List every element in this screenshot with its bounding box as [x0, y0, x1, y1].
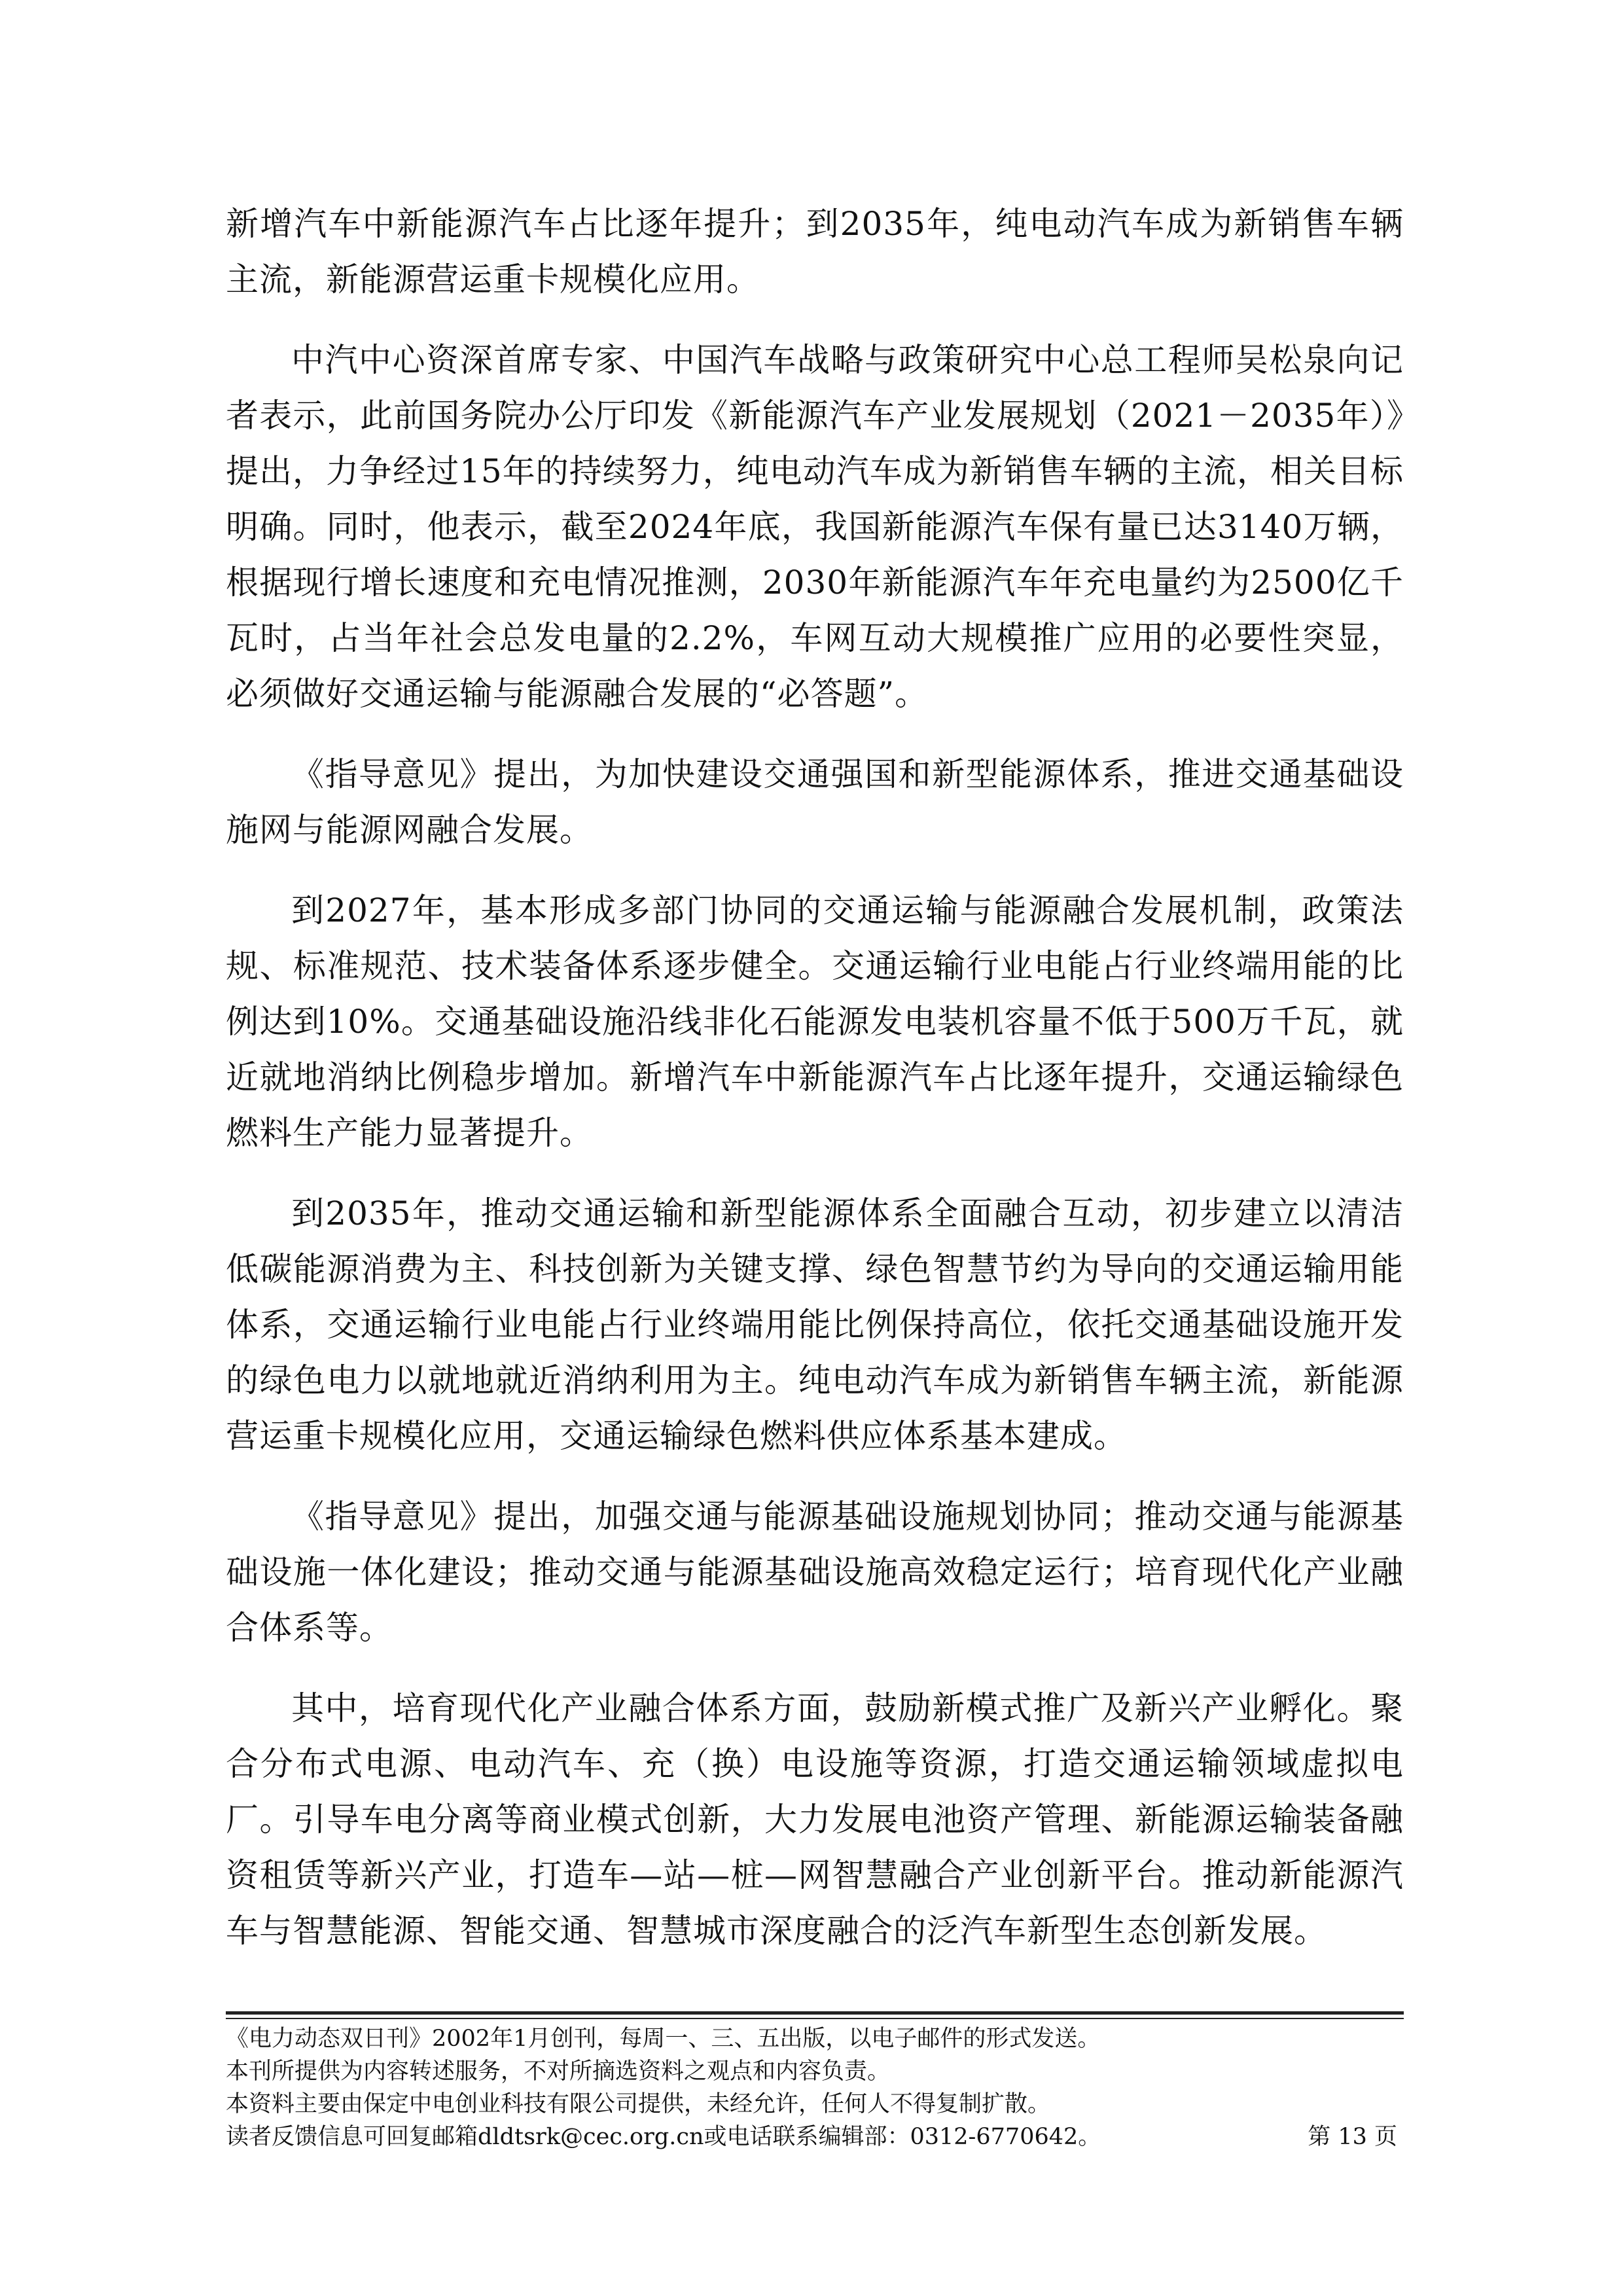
- footer-publication-info: 《电力动态双日刊》2002年1月创刊，每周一、三、五出版，以电子邮件的形式发送。: [226, 2026, 1101, 2052]
- paragraph-2: 中汽中心资深首席专家、中国汽车战略与政策研究中心总工程师吴松泉向记者表示，此前国务院办公厅印发《新能源汽车产业发展规划（2021－2035年）》提出，力争经过15年的持续努力，纯电动汽车成为新销售车辆的主流，相关目标明确。同时，他表示，截至2024年底，我国新能源汽车保有量已达3140万辆，根据现行增长速度和充电情况推测，2030年新能源汽车年充电量约为2500亿千瓦时，占当年社会总发电量的2.2%，车网互动大规模推广应用的必要性突显，必须做好交通运输与能源融合发展的“必答题”。: [226, 341, 1404, 713]
- footer-divider-thin: [226, 2018, 1404, 2019]
- footer-divider: [226, 2011, 1404, 2015]
- paragraph-6: 《指导意见》提出，加强交通与能源基础设施规划协同；推动交通与能源基础设施一体化建设；推动交通与能源基础设施高效稳定运行；培育现代化产业融合体系等。: [226, 1498, 1404, 1647]
- paragraph-3: 《指导意见》提出，为加快建设交通强国和新型能源体系，推进交通基础设施网与能源网融合发展。: [226, 755, 1404, 849]
- footer-contact-row: [226, 2121, 1404, 2153]
- paragraph-4: 到2027年，基本形成多部门协同的交通运输与能源融合发展机制，政策法规、标准规范、技术装备体系逐步健全。交通运输行业电能占行业终端用能的比例达到10%。交通基础设施沿线非化石能源发电装机容量不低于500万千瓦，就近就地消纳比例稳步增加。新增汽车中新能源汽车占比逐年提升，交通运输绿色燃料生产能力显著提升。: [226, 891, 1404, 1152]
- article-body: [226, 196, 1404, 1984]
- paragraph-5: 到2035年，推动交通运输和新型能源体系全面融合互动，初步建立以清洁低碳能源消费为主、科技创新为关键支撑、绿色智慧节约为导向的交通运输用能体系，交通运输行业电能占行业终端用能比例保持高位，依托交通基础设施开发的绿色电力以就地就近消纳利用为主。纯电动汽车成为新销售车辆主流，新能源营运重卡规模化应用，交通运输绿色燃料供应体系基本建成。: [226, 1194, 1404, 1455]
- paragraph-7: 其中，培育现代化产业融合体系方面，鼓励新模式推广及新兴产业孵化。聚合分布式电源、电动汽车、充（换）电设施等资源，打造交通运输领域虚拟电厂。引导车电分离等商业模式创新，大力发展电池资产管理、新能源运输装备融资租赁等新兴产业，打造车—站—桩—网智慧融合产业创新平台。推动新能源汽车与智慧能源、智能交通、智慧城市深度融合的泛汽车新型生态创新发展。: [226, 1689, 1404, 1950]
- paragraph-1: 新增汽车中新能源汽车占比逐年提升；到2035年，纯电动汽车成为新销售车辆主流，新能源营运重卡规模化应用。: [226, 205, 1404, 298]
- footer-disclaimer: 本刊所提供为内容转述服务，不对所摘选资料之观点和内容负责。: [226, 2058, 891, 2085]
- footer-contact: 读者反馈信息可回复邮箱dldtsrk@cec.org.cn或电话联系编辑部：0312-6770642。: [226, 2124, 1101, 2150]
- footer-copyright: 本资料主要由保定中电创业科技有限公司提供，未经允许，任何人不得复制扩散。: [226, 2091, 1051, 2117]
- page-footer: [226, 2022, 1404, 2153]
- page-number: 第 13 页: [1308, 2124, 1397, 2150]
